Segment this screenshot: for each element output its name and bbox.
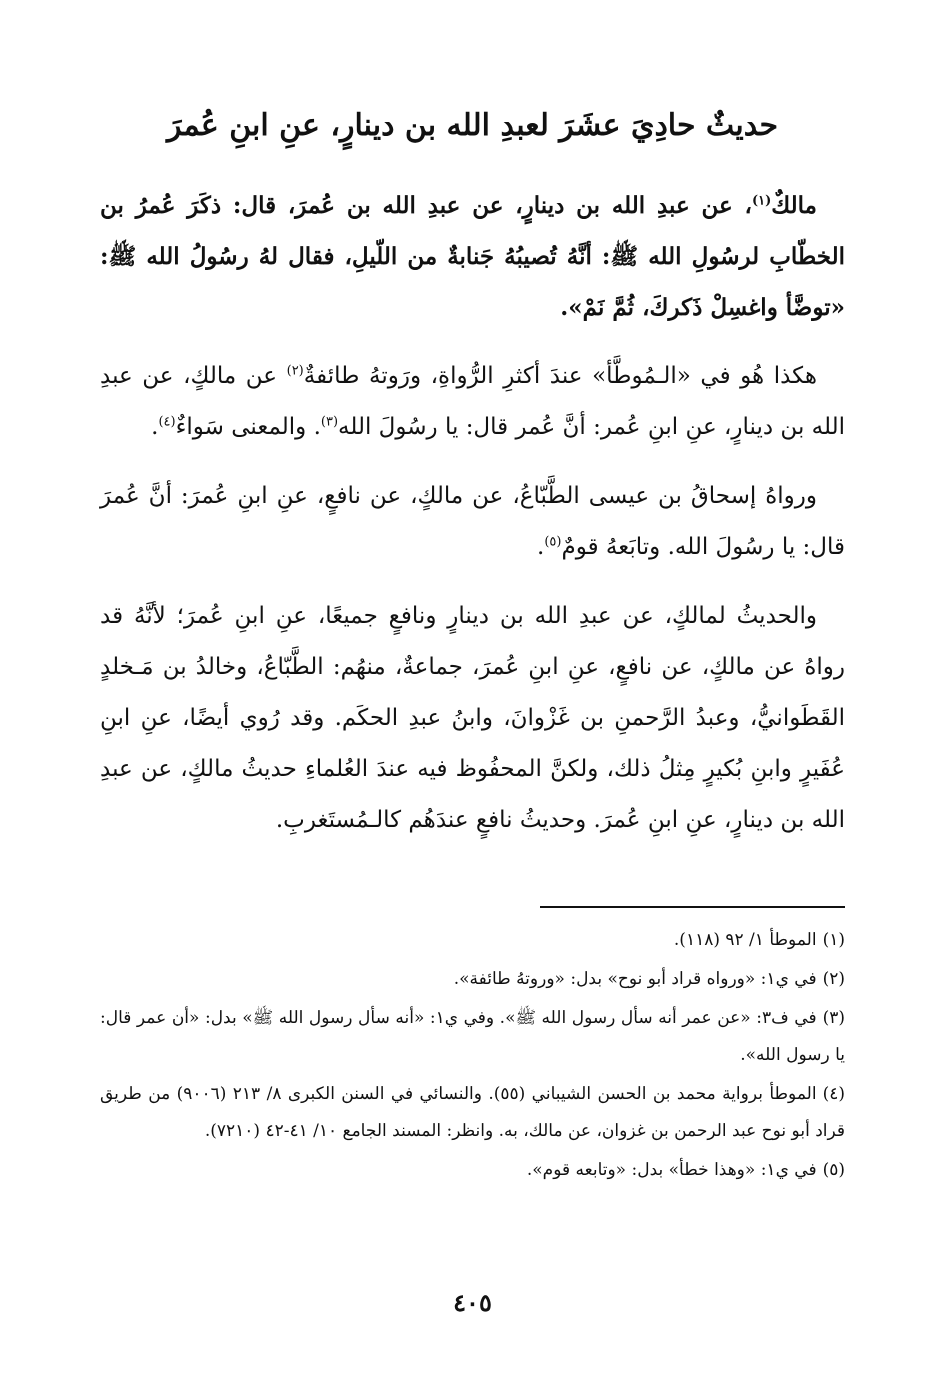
page-title: حديثٌ حادِيَ عشَرَ لعبدِ الله بن دينارٍ، عنِ ابنِ عُمرَ <box>166 108 779 143</box>
footnote-number: (٢) <box>822 969 845 989</box>
footnote-3 <box>100 1000 845 1074</box>
page-number: ٤٠٥ <box>453 1288 492 1317</box>
footnote-text: في ف٣: «عن عمر أنه سأل رسول الله ﷺ». وفي ي١: «أنه سأل رسول الله ﷺ» بدل: «أن عمر قال: يا رسول الله». <box>100 1008 845 1065</box>
paragraph-3-rest: . <box>537 534 545 560</box>
footnote-ref-1[interactable]: (١) <box>751 193 772 209</box>
footnote-text: الموطأ برواية محمد بن الحسن الشيباني (٥٥). والنسائي في السنن الكبرى ٨/ ٢١٣ (٩٠٠٦) من طريق قراد أبو نوح عبد الرحمن بن غزوان، عن مالك، به. وانظر: المسند الجامع ١٠/ ٤١-٤٢ (٧٢١٠). <box>100 1084 845 1141</box>
paragraph-3-text: ورواهُ إسحاقُ بن عيسى الطَّبّاعُ، عن مالكٍ، عن نافعٍ، عنِ ابنِ عُمرَ: أنَّ عُمرَ قال: يا رسُولَ الله. وتابَعهُ قومٌ <box>100 483 845 560</box>
footnote-number: (٣) <box>822 1008 845 1028</box>
paragraph-1 <box>100 180 845 333</box>
paragraph-2-mid2: . والمعنى سَواءٌ <box>175 414 321 440</box>
footnote-ref-5[interactable]: (٥) <box>544 534 562 550</box>
footnote-5 <box>100 1152 845 1189</box>
footnote-1 <box>100 922 845 959</box>
paragraph-2-mid: عن مالكٍ، عن عبدِ الله بن دينارٍ، عنِ ابنِ عُمر: أنَّ عُمر قال: يا رسُولَ الله <box>100 363 845 440</box>
paragraph-4-text: والحديثُ لمالكٍ، عن عبدِ الله بن دينارٍ ونافعٍ جميعًا، عنِ ابنِ عُمرَ؛ لأنَّهُ قد رواهُ عن مالكٍ، عن نافعٍ، عنِ ابنِ عُمرَ، جماعةٌ، منهُم: الطَّبّاعُ، وخالدُ بن مَـخلدٍ القَطَوانيُّ، وعبدُ الرَّحمنِ بن غَزْوانَ، وابنُ عبدِ الحكَم. وقد رُوي أيضًا، عنِ ابنِ عُفَيرٍ وابنِ بُكيرٍ مِثلُ ذلك، ولكنَّ المحفُوظ فيه عندَ العُلماءِ حديثُ مالكٍ، عن عبدِ الله بن دينارٍ، عنِ ابنِ عُمرَ. وحديثُ نافعٍ عندَهُم كالـمُستَغربِ. <box>100 603 845 833</box>
footnote-number: (٥) <box>822 1160 845 1180</box>
paragraph-4 <box>100 591 845 846</box>
footnote-ref-4[interactable]: (٤) <box>158 414 176 430</box>
paragraph-1-text: مالكٌ <box>771 192 817 219</box>
paragraph-3 <box>100 471 845 573</box>
footnote-text: في ي١: «وهذا خطأ» بدل: «وتابعه قوم». <box>526 1160 817 1180</box>
main-text <box>100 180 845 864</box>
footnote-number: (١) <box>822 930 845 950</box>
paragraph-2-rest: . <box>151 414 159 440</box>
document-page <box>100 0 845 1373</box>
footnotes <box>100 922 845 1191</box>
footnote-4 <box>100 1076 845 1150</box>
footnote-text: الموطأ ١/ ٩٢ (١١٨). <box>673 930 817 950</box>
paragraph-2 <box>100 351 845 453</box>
footnote-divider <box>540 906 845 908</box>
paragraph-2-text: هكذا هُو في «الـمُوطَّأ» عندَ أكثرِ الرُّواةِ، ورَوتهُ طائفةٌ <box>303 363 818 389</box>
footnote-text: في ي١: «ورواه قراد أبو نوح» بدل: «وروتهُ طائفة». <box>453 969 817 989</box>
footnote-number: (٤) <box>822 1084 845 1104</box>
footnote-ref-2[interactable]: (٢) <box>286 363 304 379</box>
footnote-ref-3[interactable]: (٣) <box>320 414 339 430</box>
footnote-2 <box>100 961 845 998</box>
paragraph-1-rest: ، عن عبدِ الله بن دينارٍ، عن عبدِ الله بن عُمرَ، قال: ذكَرَ عُمرُ بن الخطّابِ لرسُولِ الله ﷺ: أنَّهُ تُصيبُهُ جَنابةٌ من اللّيلِ، فقال لهُ رسُولُ الله ﷺ: «توضَّأ واغسِلْ ذَكركَ، ثُمَّ نَمْ». <box>100 192 845 321</box>
